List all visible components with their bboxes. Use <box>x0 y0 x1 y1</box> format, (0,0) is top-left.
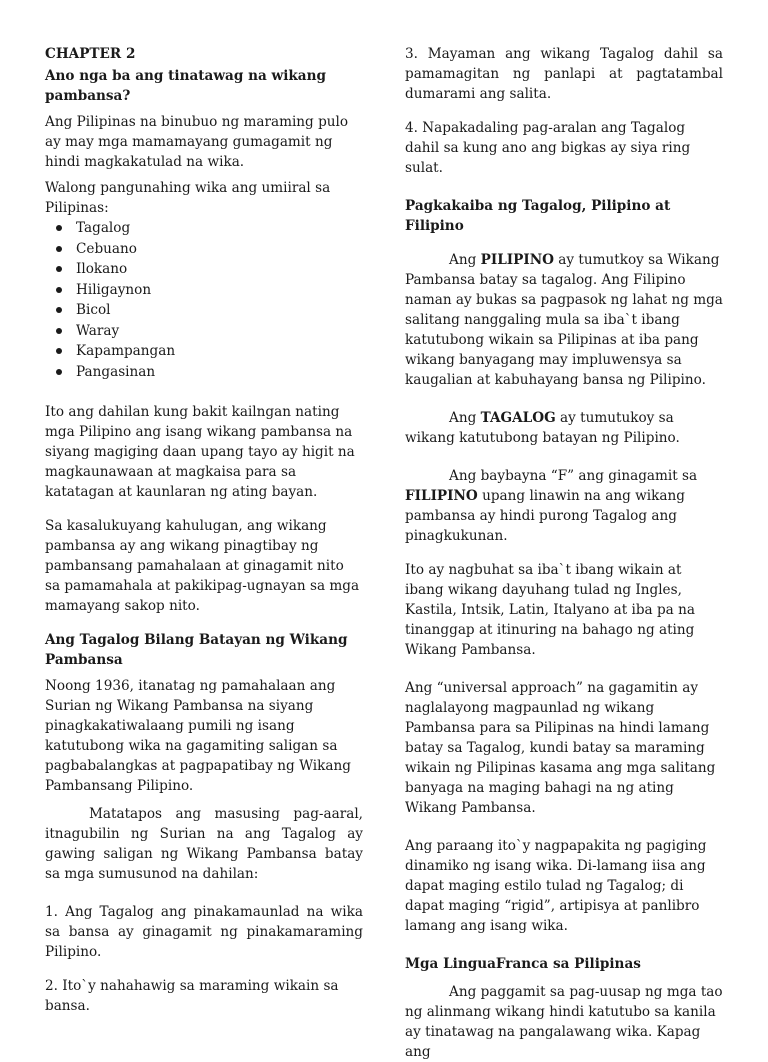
paragraph-definition: Sa kasalukuyang kahulugan, ang wikang pambansa ay ang wikang pinagtibay ng pambansang pamahalaan at ginagamit nito sa pamamahala at pakikipag-ugnayan sa mga mamayang sakop nito. <box>45 518 360 614</box>
list-item: Kapampangan <box>45 341 363 362</box>
paragraph-study: Matatapos ang masusing pag-aaral, itnagubilin ng Surian na ang Tagalog ay gawing saligan ng Wikang Pambansa batay sa mga sumusunod na dahilan: <box>45 806 363 882</box>
section-heading-lingua-franca: Mga LinguaFranca sa Pilipinas <box>405 956 641 972</box>
section-heading-differences: Pagkakaiba ng Tagalog, Pilipino at Filipino <box>405 198 671 234</box>
list-item: Tagalog <box>45 218 363 239</box>
paragraph-dynamic-language: Ang paraang ito`y nagpapakita ng pagiging dinamiko ng isang wika. Di-lamang iisa ang dapat maging estilo tulad ng Tagalog; di dapat maging “rigid”, artipisya at panlibro lamang ang isang wika. <box>405 838 707 934</box>
list-item: Hiligaynon <box>45 280 363 301</box>
left-column <box>45 44 363 1016</box>
paragraph-filipino: Ang baybayna “F” ang ginagamit sa FILIPINO upang linawin na ang wikang pambansa ay hindi purong Tagalog ang pinagkukunan. <box>405 468 698 544</box>
reason-4: 4. Napakadaling pag-aralan ang Tagalog dahil sa kung ano ang bigkas ay siya ring sulat. <box>405 120 691 176</box>
language-list <box>45 218 363 382</box>
paragraph-intro: Ang Pilipinas na binubuo ng maraming pulo ay may mga mamamayang gumagamit ng hindi magkakatulad na wika. <box>45 114 349 170</box>
term-tagalog: TAGALOG <box>480 410 556 426</box>
term-pilipino: PILIPINO <box>480 252 554 268</box>
paragraph-foreign-languages: Ito ay nagbuhat sa iba`t ibang wikain at ibang wikang dayuhang tulad ng Ingles, Kastila, Intsik, Latin, Italyano at iba pa na tinanggap at itinuring na bahago ng ating Wikang Pambansa. <box>405 562 695 658</box>
list-item: Ilokano <box>45 259 363 280</box>
list-item: Cebuano <box>45 239 363 260</box>
paragraph-eight-languages: Walong pangunahing wika ang umiiral sa Pilipinas: <box>45 180 331 216</box>
list-item: Waray <box>45 321 363 342</box>
paragraph-reason: Ito ang dahilan kung bakit kailngan nating mga Pilipino ang isang wikang pambansa na siyang magiging daan upang tayo ay higit na magkaunawaan at magkaisa para sa katatagan at kaunlaran ng ating bayan. <box>45 404 355 500</box>
reason-3: 3. Mayaman ang wikang Tagalog dahil sa pamamagitan ng panlapi at pagtatambal dumarami ang salita. <box>405 46 723 102</box>
term-filipino: FILIPINO <box>405 488 478 504</box>
right-column <box>405 44 723 1062</box>
paragraph-1936: Noong 1936, itanatag ng pamahalaan ang Surian ng Wikang Pambansa na siyang pinagkakatiwalaang pumili ng isang katutubong wika na gagamiting saligan sa pagbabalangkas at pagpapatibay ng Wikang Pambansang Pilipino. <box>45 678 351 794</box>
list-item: Bicol <box>45 300 363 321</box>
reason-1: 1. Ang Tagalog ang pinakamaunlad na wika sa bansa ay ginagamit ng pinakamaraming Pilipino. <box>45 904 363 960</box>
paragraph-pilipino: Ang PILIPINO ay tumutkoy sa Wikang Pambansa batay sa tagalog. Ang Filipino naman ay bukas sa pagpasok ng lahat ng mga salitang nanggaling mula sa iba`t ibang katutubong wikain sa Pilipinas at iba pang wikang banyagang may impluwensya sa kaugalian at kabuhayang bansa ng Pilipino. <box>405 252 723 388</box>
paragraph-tagalog: Ang TAGALOG ay tumutukoy sa wikang katutubong batayan ng Pilipino. <box>405 410 680 446</box>
section-heading-tagalog-basis: Ang Tagalog Bilang Batayan ng Wikang Pambansa <box>45 632 348 668</box>
list-item: Pangasinan <box>45 362 363 383</box>
reason-2: 2. Ito`y nahahawig sa maraming wikain sa bansa. <box>45 978 339 1014</box>
chapter-title: CHAPTER 2 <box>45 46 136 62</box>
paragraph-second-language: Ang paggamit sa pag-uusap ng mga tao ng alinmang wikang hindi katutubo sa kanila ay tinatawag na pangalawang wika. Kapag ang <box>405 984 723 1060</box>
paragraph-universal-approach: Ang “universal approach” na gagamitin ay naglalayong magpaunlad ng wikang Pambansa para sa Pilipinas na hindi lamang batay sa Tagalog, kundi batay sa maraming wikain ng Pilipinas kasama ang mga salitang banyaga na maging bahagi na ng ating Wikang Pambansa. <box>405 680 716 816</box>
question-heading: Ano nga ba ang tinatawag na wikang pambansa? <box>45 68 327 104</box>
